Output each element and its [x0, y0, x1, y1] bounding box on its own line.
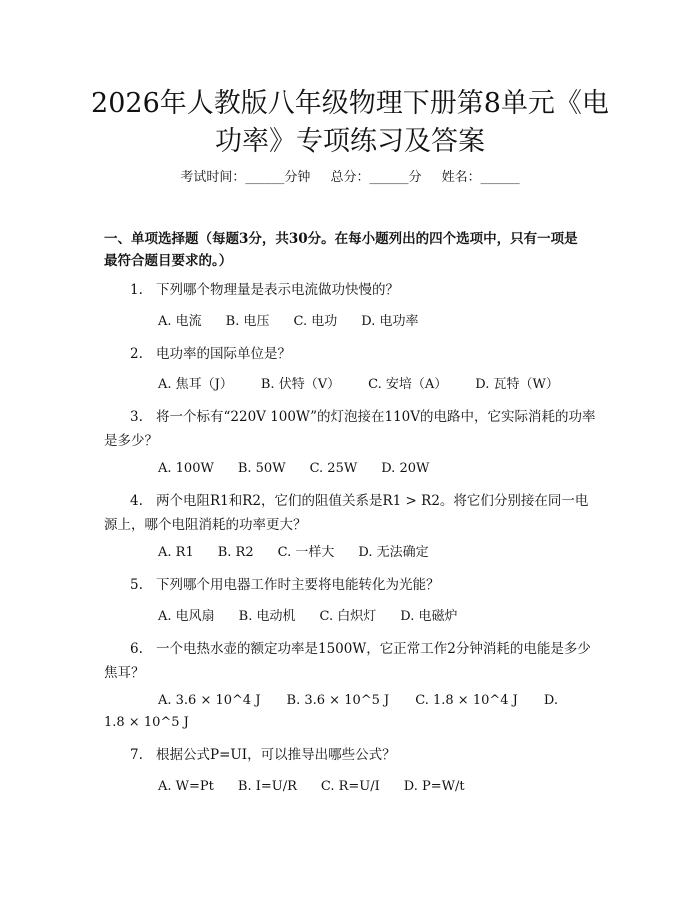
exam-time: 考试时间：______分钟	[180, 170, 311, 185]
option: D. 电磁炉	[400, 609, 458, 624]
question-6-options	[104, 689, 604, 713]
document-title-line1: 2026年人教版八年级物理下册第8单元《电	[91, 88, 609, 119]
option: A. 电流	[158, 314, 202, 329]
option: B. I=U/R	[237, 779, 297, 794]
option: C. 安培（A）	[368, 377, 448, 392]
question-7	[104, 743, 604, 767]
question-text: 下列哪个用电器工作时主要将电能转化为光能？	[156, 577, 440, 593]
question-text: 两个电阻R1和R2，它们的阻值关系是R1 > R2。将它们分别接在同一电	[156, 493, 589, 509]
option: D. 电功率	[361, 314, 419, 329]
option: A. 3.6 × 10^4 J	[158, 693, 261, 708]
question-number: 1.	[130, 282, 143, 298]
option: D. 无法确定	[358, 545, 429, 560]
option: B. 电压	[225, 314, 270, 329]
question-1-options	[104, 310, 604, 334]
option: B. 50W	[237, 461, 286, 476]
document-title-line2: 功率》专项练习及答案	[215, 126, 485, 157]
option: A. 电风扇	[158, 609, 215, 624]
option: A. 焦耳（J）	[158, 377, 233, 392]
exam-info	[0, 166, 700, 185]
option: C. R=U/I	[320, 779, 380, 794]
question-text: 电功率的国际单位是？	[156, 346, 291, 362]
option: B. R2	[217, 545, 254, 560]
question-2-options	[104, 373, 604, 397]
option: D. 瓦特（W）	[475, 377, 559, 392]
question-text: 下列哪个物理量是表示电流做功快慢的？	[156, 282, 399, 298]
question-3	[104, 405, 604, 453]
option: D. 20W	[381, 461, 430, 476]
option: C. 电功	[293, 314, 338, 329]
option: A. W=Pt	[158, 779, 214, 794]
question-4-options	[104, 541, 604, 565]
section-heading-line1: 一、单项选择题（每题3分，共30分。在每小题列出的四个选项中，只有一项是	[104, 231, 578, 247]
question-3-options	[104, 457, 604, 481]
option: C. 1.8 × 10^4 J	[415, 693, 518, 708]
option: B. 3.6 × 10^5 J	[286, 693, 390, 708]
option: C. 一样大	[277, 545, 335, 560]
question-5-options	[104, 605, 604, 629]
exam-score: 总分：______分	[330, 170, 422, 185]
section-heading-line2: 最符合题目要求的。）	[104, 253, 233, 269]
option: D. P=W/t	[403, 779, 465, 794]
question-6	[104, 637, 604, 685]
question-number: 7.	[130, 747, 143, 763]
option: D.	[543, 693, 558, 708]
question-text: 一个电热水壶的额定功率是1500W，它正常工作2分钟消耗的电能是多少	[156, 641, 591, 657]
question-number: 2.	[130, 346, 143, 362]
student-name: 姓名：______	[441, 170, 520, 185]
question-2	[104, 342, 604, 366]
question-4	[104, 489, 604, 537]
question-7-options	[104, 775, 604, 799]
question-number: 3.	[130, 409, 143, 425]
section-heading	[104, 228, 604, 272]
question-text-continued: 源上，哪个电阻消耗的功率更大？	[104, 517, 307, 533]
question-text-continued: 是多少？	[104, 433, 158, 449]
question-text-continued: 焦耳？	[104, 665, 145, 681]
question-number: 6.	[130, 641, 143, 657]
option-continued: 1.8 × 10^5 J	[104, 715, 189, 730]
option: B. 伏特（V）	[260, 377, 341, 392]
option: A. 100W	[158, 461, 214, 476]
question-6-options-wrap	[104, 711, 604, 735]
question-number: 5.	[130, 577, 143, 593]
question-number: 4.	[130, 493, 143, 509]
question-5	[104, 573, 604, 597]
option: C. 25W	[309, 461, 358, 476]
option: B. 电动机	[238, 609, 296, 624]
question-text: 将一个标有“220V 100W”的灯泡接在110V的电路中，它实际消耗的功率	[156, 409, 596, 425]
option: C. 白炽灯	[319, 609, 377, 624]
question-1	[104, 278, 604, 302]
question-text: 根据公式P=UI，可以推导出哪些公式？	[156, 747, 396, 763]
option: A. R1	[158, 545, 194, 560]
